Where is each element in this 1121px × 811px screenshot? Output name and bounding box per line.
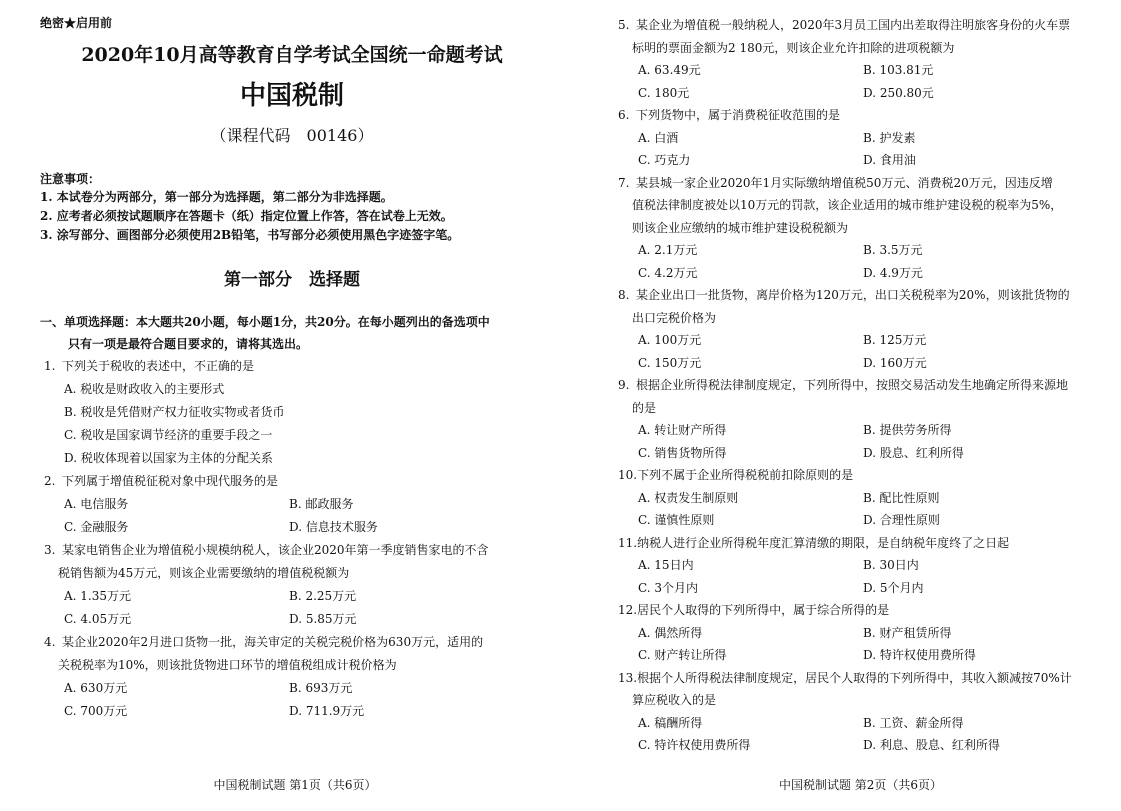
answer-option: B. 2.25万元	[289, 589, 357, 603]
option-list	[618, 59, 1101, 104]
page-2	[560, 0, 1121, 811]
stem-line: 下列关于税收的表述中，不正确的是	[62, 359, 255, 373]
answer-option: A. 1.35万元	[64, 589, 132, 603]
stem-line: 的是	[632, 400, 657, 415]
stem-line: 根据企业所得税法律制度规定，下列所得中，按照交易活动发生地确定所得来源地	[636, 378, 1069, 392]
answer-option: C. 4.2万元	[638, 265, 698, 280]
stem-line: 税销售额为45万元，则该企业需要缴纳的增值税税额为	[58, 566, 350, 580]
question	[44, 539, 540, 631]
answer-option: A. 偶然所得	[638, 625, 703, 640]
answer-option: C. 700万元	[64, 704, 128, 718]
option-list	[44, 677, 540, 723]
question-number: 2.	[44, 474, 56, 488]
answer-option: C. 特许权使用费所得	[638, 738, 751, 752]
notice-heading: 注意事项：	[40, 172, 101, 186]
answer-option: D. 税收体现着以国家为主体的分配关系	[64, 451, 273, 465]
answer-option: B. 邮政服务	[289, 497, 354, 511]
answer-option: C. 销售货物所得	[638, 445, 727, 460]
question-number: 9.	[618, 378, 630, 392]
stem-line: 居民个人取得的下列所得中，属于综合所得的是	[637, 603, 890, 617]
answer-option: B. 3.5万元	[863, 243, 923, 257]
answer-option: C. 金融服务	[64, 520, 129, 534]
answer-option: B. 财产租赁所得	[863, 625, 952, 640]
answer-option: A. 630万元	[64, 681, 128, 695]
question	[618, 532, 1101, 600]
option-list	[618, 329, 1101, 374]
question-stem	[44, 355, 540, 378]
answer-option: D. 食用油	[863, 153, 916, 167]
question-number: 7.	[618, 175, 630, 190]
stem-line: 则该企业应缴纳的城市维护建设税税额为	[632, 220, 849, 235]
answer-option: B. 125万元	[863, 333, 927, 347]
question	[618, 104, 1101, 172]
answer-option: D. 711.9万元	[289, 704, 365, 718]
question	[618, 464, 1101, 532]
question-number: 11.	[618, 535, 638, 550]
answer-option: A. 15日内	[638, 558, 694, 572]
page-1	[0, 0, 560, 811]
subject-title: 中国税制	[239, 81, 344, 111]
answer-option: C. 4.05万元	[64, 612, 132, 626]
question	[618, 599, 1101, 667]
answer-option: B. 提供劳务所得	[863, 423, 952, 437]
answer-option: C. 3个月内	[638, 580, 699, 595]
stem-line: 某企业为增值税一般纳税人，2020年3月员工国内出差取得注明旅客身份的火车票	[636, 18, 1071, 32]
answer-option: C. 税收是国家调节经济的重要手段之一	[64, 428, 273, 442]
option-list	[44, 378, 540, 470]
answer-option: D. 5个月内	[863, 580, 924, 595]
stem-line: 纳税人进行企业所得税年度汇算清缴的期限，是自纳税年度终了之日起	[637, 535, 1010, 550]
answer-option: D. 利息、股息、红利所得	[863, 738, 1000, 752]
answer-option: D. 合理性原则	[863, 513, 940, 527]
question-number: 13.	[618, 670, 638, 685]
option-list	[44, 585, 540, 631]
question-stem	[618, 14, 1101, 59]
question	[618, 284, 1101, 374]
page-footer: 中国税制试题 第2页（共6页）	[778, 778, 943, 792]
question-stem	[618, 284, 1101, 329]
answer-option: D. 特许权使用费所得	[863, 648, 976, 662]
answer-option: B. 693万元	[289, 681, 353, 695]
stem-line: 算应税收入的是	[632, 693, 717, 707]
question-list	[618, 14, 1101, 757]
option-list	[618, 554, 1101, 599]
question-stem	[44, 470, 540, 493]
question-number: 5.	[618, 18, 630, 32]
option-list	[618, 712, 1101, 757]
question-number: 12.	[618, 603, 638, 617]
notice-item: 3. 涂写部分、画图部分必须使用2B铅笔，书写部分必须使用黑色字迹签字笔。	[40, 228, 460, 242]
question-number: 10.	[618, 468, 638, 482]
stem-line: 值税法律制度被处以10万元的罚款，该企业适用的城市维护建设税的税率为5%，	[632, 198, 1063, 212]
answer-option: B. 30日内	[863, 558, 919, 572]
section-instructions	[40, 311, 540, 355]
stem-line: 根据个人所得税法律制度规定，居民个人取得的下列所得中，其收入额减按70%计	[637, 670, 1072, 685]
answer-option: D. 信息技术服务	[289, 520, 378, 534]
question	[618, 374, 1101, 464]
question-stem	[618, 172, 1101, 240]
question-stem	[44, 631, 540, 677]
stem-line: 下列不属于企业所得税税前扣除原则的是	[637, 468, 854, 482]
stem-line: 某企业出口一批货物，离岸价格为120万元，出口关税税率为20%，则该批货物的	[636, 288, 1070, 302]
page-footer: 中国税制试题 第1页（共6页）	[213, 778, 377, 792]
answer-option: C. 财产转让所得	[638, 648, 727, 662]
question	[44, 470, 540, 539]
stem-line: 关税税率为10%，则该批货物进口环节的增值税组成计税价格为	[58, 658, 397, 672]
part-title: 第一部分 选择题	[224, 270, 360, 290]
answer-option: D. 4.9万元	[863, 265, 923, 280]
option-list	[618, 487, 1101, 532]
course-code: （课程代码 00146）	[210, 126, 374, 145]
answer-option: A. 63.49元	[638, 63, 701, 77]
answer-option: C. 180元	[638, 85, 690, 100]
confidential-mark: 绝密★启用前	[40, 16, 113, 30]
answer-option: C. 巧克力	[638, 153, 691, 167]
question	[44, 631, 540, 723]
stem-line: 某家电销售企业为增值税小规模纳税人，该企业2020年第一季度销售家电的不含	[62, 543, 489, 557]
section-line: 只有一项是最符合题目要求的，请将其选出。	[68, 337, 309, 351]
question-stem	[618, 532, 1101, 555]
question-stem	[618, 374, 1101, 419]
question-list	[44, 355, 540, 723]
answer-option: A. 转让财产所得	[638, 423, 727, 437]
notice-item: 1. 本试卷分为两部分，第一部分为选择题，第二部分为非选择题。	[40, 190, 393, 204]
stem-line: 下列属于增值税征税对象中现代服务的是	[62, 474, 279, 488]
option-list	[618, 239, 1101, 284]
answer-option: B. 护发素	[863, 130, 916, 145]
answer-option: A. 100万元	[638, 333, 702, 347]
answer-option: A. 稿酬所得	[638, 715, 703, 730]
stem-line: 标明的票面金额为2 180元，则该企业允许扣除的进项税额为	[632, 40, 955, 55]
stem-line: 下列货物中，属于消费税征收范围的是	[636, 108, 841, 122]
answer-option: A. 2.1万元	[638, 243, 698, 257]
stem-line: 出口完税价格为	[632, 310, 717, 325]
answer-option: D. 250.80元	[863, 85, 934, 100]
question-stem	[618, 464, 1101, 487]
question-number: 1.	[44, 359, 56, 373]
question-stem	[618, 104, 1101, 127]
exam-title: 2020年10月高等教育自学考试全国统一命题考试	[81, 44, 503, 66]
question	[618, 172, 1101, 285]
question-number: 8.	[618, 288, 630, 302]
answer-option: D. 160万元	[863, 355, 927, 370]
stem-line: 某县城一家企业2020年1月实际缴纳增值税50万元、消费税20万元，因违反增	[636, 175, 1053, 190]
notice-item: 2. 应考者必须按试题顺序在答题卡（纸）指定位置上作答，答在试卷上无效。	[40, 209, 453, 223]
answer-option: D. 5.85万元	[289, 612, 357, 626]
stem-line: 某企业2020年2月进口货物一批，海关审定的关税完税价格为630万元，适用的	[62, 635, 484, 649]
answer-option: A. 白酒	[638, 130, 679, 145]
option-list	[618, 622, 1101, 667]
question	[618, 667, 1101, 757]
question-stem	[618, 599, 1101, 622]
answer-option: D. 股息、红利所得	[863, 445, 964, 460]
answer-option: C. 150万元	[638, 355, 702, 370]
answer-option: A. 电信服务	[64, 497, 129, 511]
question-number: 6.	[618, 108, 630, 122]
answer-option: A. 税收是财政收入的主要形式	[64, 382, 225, 396]
question-stem	[44, 539, 540, 585]
answer-option: C. 谨慎性原则	[638, 513, 715, 527]
answer-option: A. 权责发生制原则	[638, 490, 739, 505]
question-number: 3.	[44, 543, 56, 557]
answer-option: B. 税收是凭借财产权力征收实物或者货币	[64, 405, 285, 419]
section-line: 一、单项选择题：本大题共20小题，每小题1分，共20分。在每小题列出的备选项中	[40, 315, 490, 329]
question	[44, 355, 540, 470]
option-list	[618, 127, 1101, 172]
option-list	[618, 419, 1101, 464]
answer-option: B. 配比性原则	[863, 490, 940, 505]
answer-option: B. 103.81元	[863, 63, 934, 77]
answer-option: B. 工资、薪金所得	[863, 715, 964, 730]
option-list	[44, 493, 540, 539]
question	[618, 14, 1101, 104]
question-number: 4.	[44, 635, 56, 649]
question-stem	[618, 667, 1101, 712]
